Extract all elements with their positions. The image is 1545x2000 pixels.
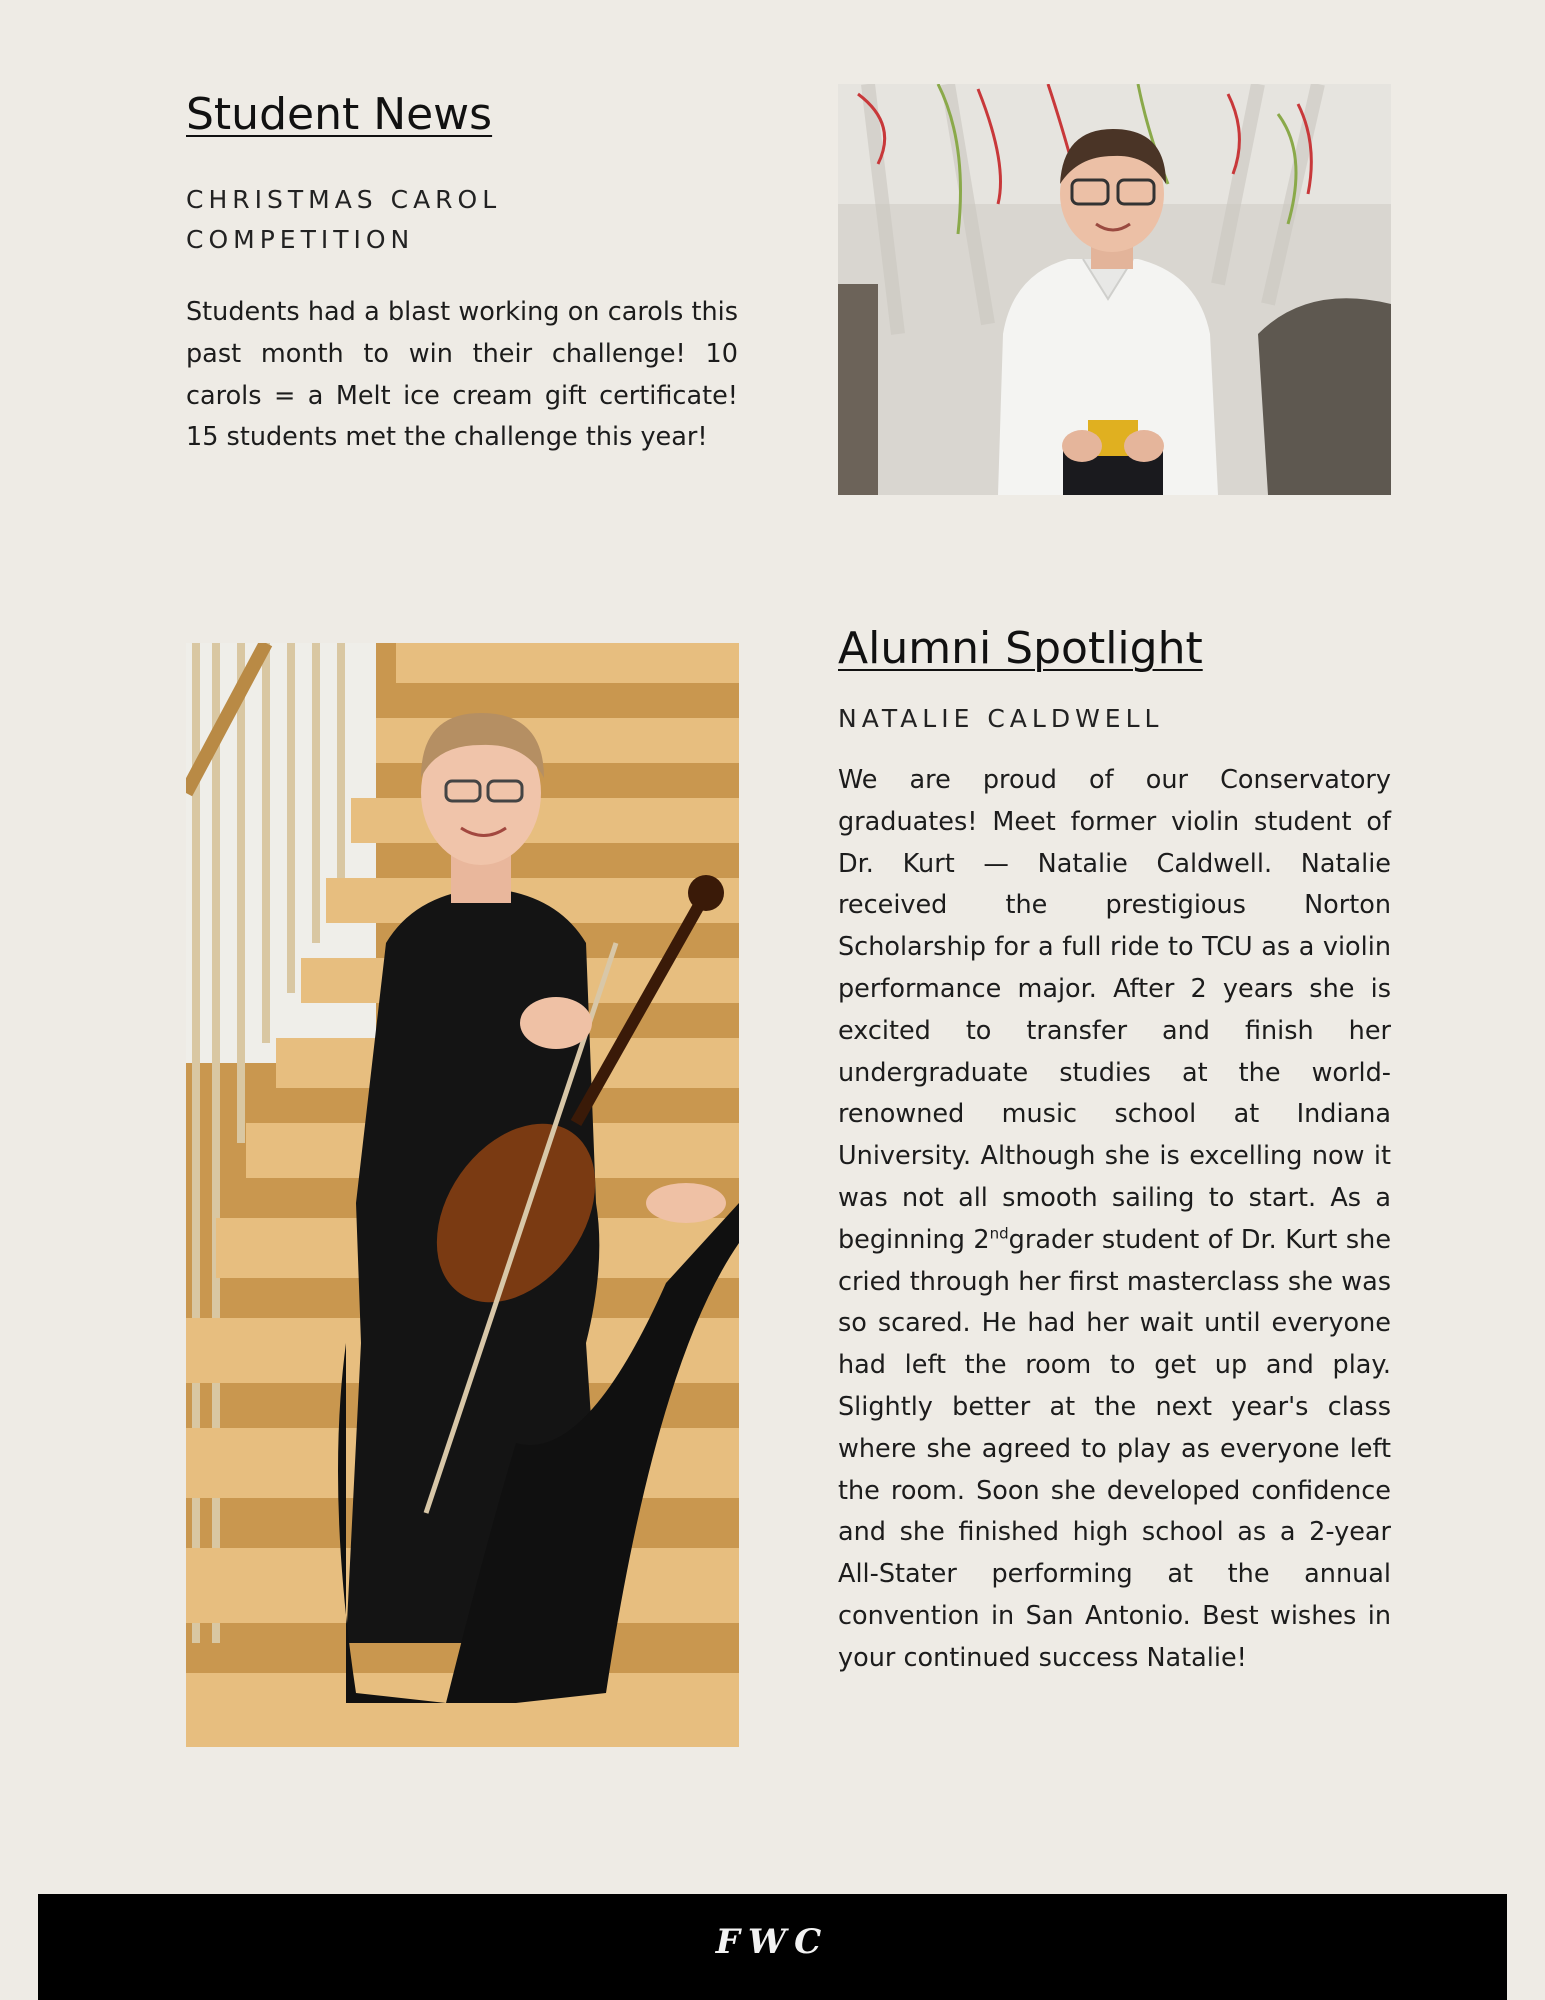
student-photo xyxy=(838,84,1391,495)
footer-bar xyxy=(38,1894,1507,2000)
alumni-body-part1: We are proud of our Conservatory graduates! Meet former violin student of Dr. Kurt — Natalie Caldwell. Natalie received the prestigious Norton Scholarship for a full ride to TCU as a violin performance major. After 2 years she is excited to transfer and finish her undergraduate studies at the world-renowned music school at Indiana University. Although she is excelling now it was not all smooth sailing to start. As a beginning 2 xyxy=(838,765,1391,1255)
alumni-spotlight-body xyxy=(838,760,1391,1680)
alumni-body-part2: grader student of Dr. Kurt she cried through her first masterclass she was so scared. He had her wait until everyone had left the room to get up and play. Slightly better at the next year's class where she agreed to play as everyone left the room. Soon she developed confidence and she finished high school as a 2-year All-Stater performing at the annual convention in San Antonio. Best wishes in your continued success Natalie! xyxy=(838,1224,1392,1673)
carol-competition-heading: CHRISTMAS CAROL COMPETITION xyxy=(186,185,502,254)
footer-logo: FWC xyxy=(715,1922,830,1962)
ordinal-suffix: nd xyxy=(989,1224,1009,1243)
alumni-photo xyxy=(186,643,739,1747)
alumni-name-heading: NATALIE CALDWELL xyxy=(838,704,1164,733)
student-news-title: Student News xyxy=(186,89,493,140)
alumni-spotlight-title: Alumni Spotlight xyxy=(838,623,1203,674)
carol-competition-body: Students had a blast working on carols this past month to win their challenge! 10 carols = a Melt ice cream gift certificate! 15 students met the challenge this year! xyxy=(186,297,738,453)
